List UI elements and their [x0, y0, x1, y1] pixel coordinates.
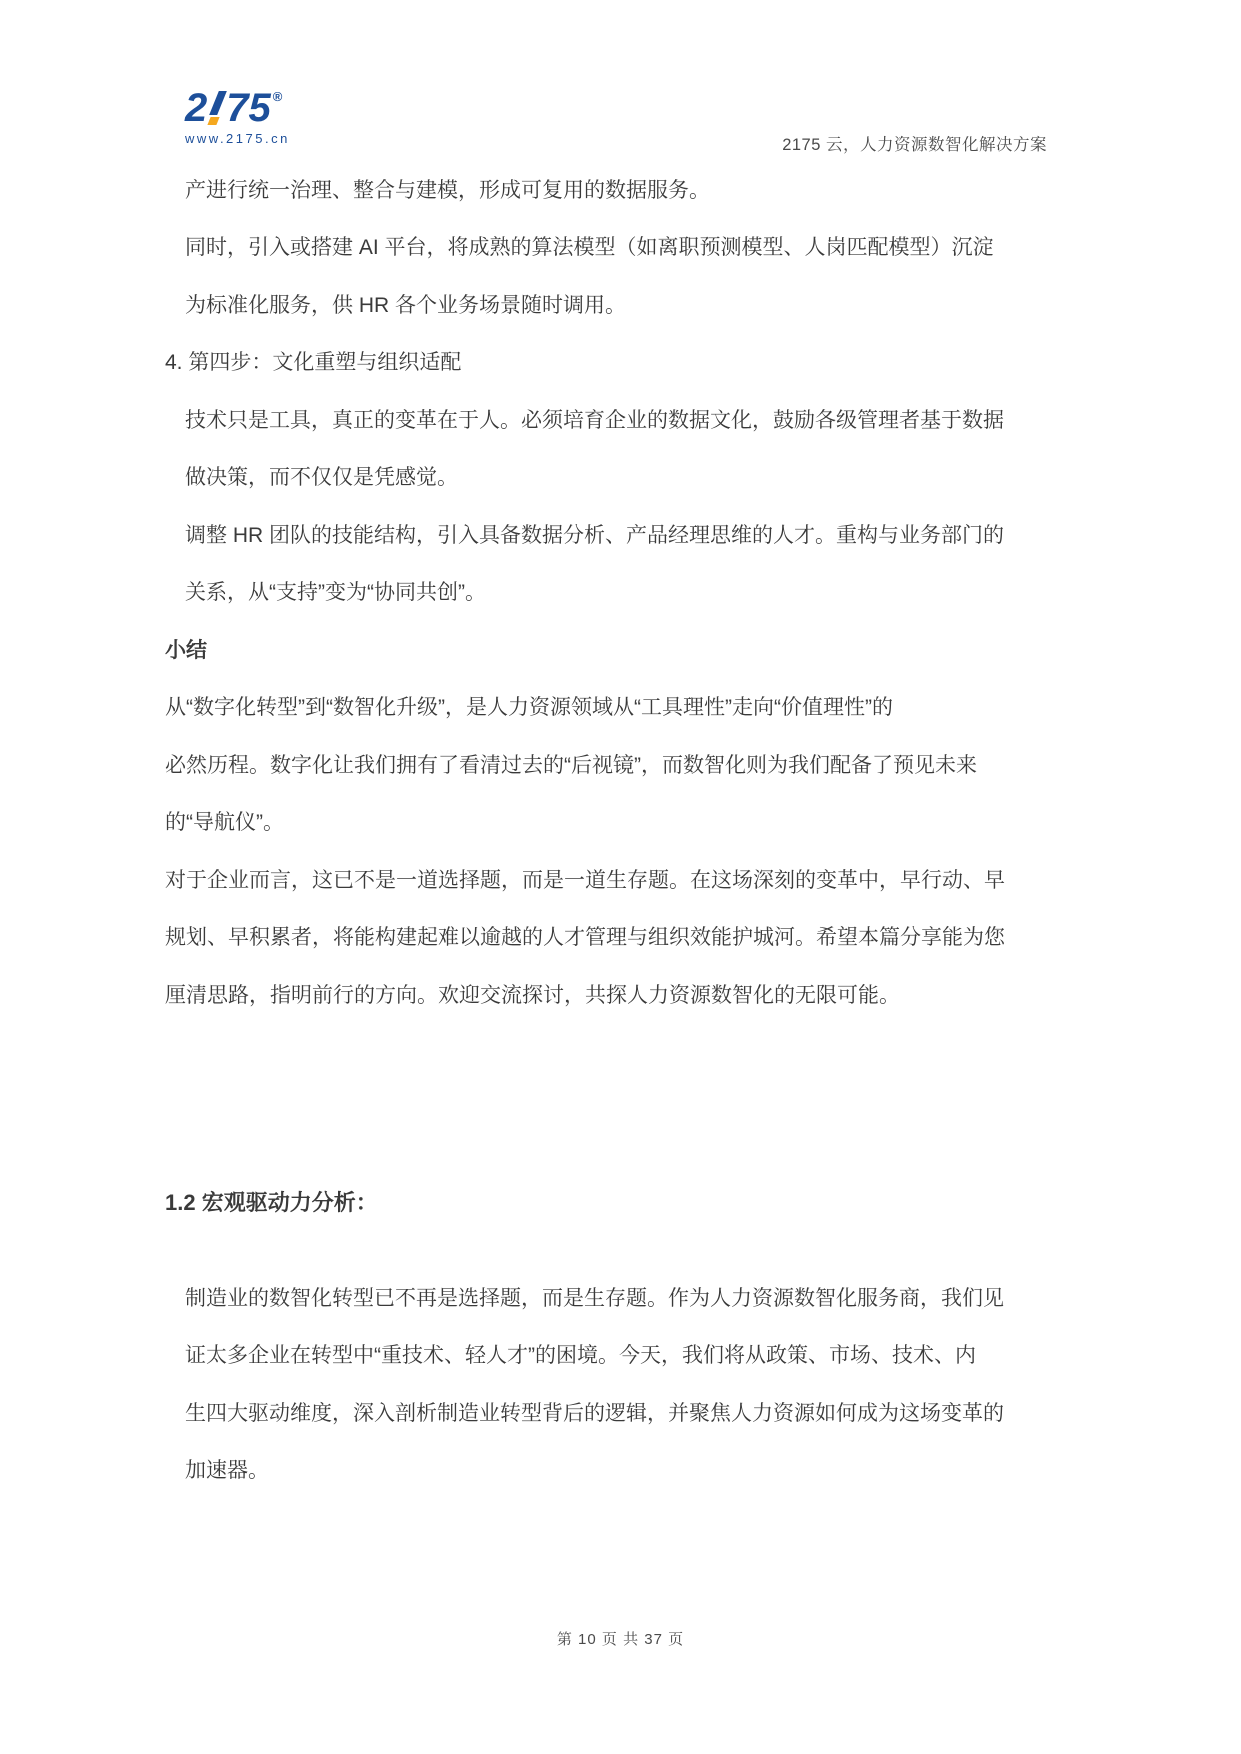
paragraph [165, 218, 1081, 333]
text-line: 加速器。 [185, 1459, 269, 1483]
paragraph [165, 505, 1081, 620]
paragraph [165, 850, 1081, 1023]
header-document-title: 2175 云，人力资源数智化解决方案 [782, 136, 1047, 154]
logo-slash-one-icon [208, 90, 225, 126]
logo-wordmark [185, 86, 335, 130]
text-line: 生四大驱动维度，深入剖析制造业转型背后的逻辑，并聚焦人力资源如何成为这场变革的 [185, 1401, 1004, 1425]
paragraph [165, 1268, 1081, 1498]
page-number-indicator: 第 10 页 共 37 页 [556, 1631, 685, 1648]
paragraph [165, 333, 1081, 391]
text-line: 从“数字化转型”到“数智化升级”，是人力资源领域从“工具理性”走向“价值理性”的 [165, 696, 893, 720]
text-line: 为标准化服务，供 HR 各个业务场景随时调用。 [185, 293, 626, 317]
page-header [0, 0, 1241, 162]
logo-digit-2: 2 [185, 86, 208, 130]
company-logo [185, 86, 335, 146]
paragraph [165, 678, 1081, 851]
text-line: 必然历程。数字化让我们拥有了看清过去的“后视镜”，而数智化则为我们配备了预见未来 [165, 753, 977, 777]
text-line: 证太多企业在转型中“重技术、轻人才”的困境。今天，我们将从政策、市场、技术、内 [185, 1344, 976, 1368]
text-line: 技术只是工具，真正的变革在于人。必须培育企业的数据文化，鼓励各级管理者基于数据 [185, 408, 1004, 432]
text-line: 产进行统一治理、整合与建模，形成可复用的数据服务。 [185, 178, 710, 202]
text-line: 关系，从“支持”变为“协同共创”。 [185, 581, 486, 605]
logo-website-url: www.2175.cn [185, 131, 290, 146]
text-line: 制造业的数智化转型已不再是选择题，而是生存题。作为人力资源数智化服务商，我们见 [185, 1286, 1004, 1310]
section-heading [165, 620, 1081, 678]
text-line: 4. 第四步：文化重塑与组织适配 [165, 351, 462, 375]
logo-orange-dot [208, 117, 220, 125]
text-line: 小结 [165, 638, 207, 662]
text-line: 1.2 宏观驱动力分析： [165, 1189, 378, 1215]
page-footer [0, 1628, 1241, 1649]
paragraph [165, 160, 1081, 218]
text-line: 对于企业而言，这已不是一道选择题，而是一道生存题。在这场深刻的变革中，早行动、早 [165, 868, 1005, 892]
section-heading [165, 1173, 1081, 1231]
text-line: 同时，引入或搭建 AI 平台，将成熟的算法模型（如离职预测模型、人岗匹配模型）沉淀 [185, 236, 994, 260]
text-line: 规划、早积累者，将能构建起难以逾越的人才管理与组织效能护城河。希望本篇分享能为您 [165, 926, 1005, 950]
text-line: 厘清思路，指明前行的方向。欢迎交流探讨，共探人力资源数智化的无限可能。 [165, 983, 900, 1007]
logo-digits-75: 75 [226, 86, 271, 130]
registered-trademark-icon: ® [272, 89, 283, 104]
paragraph [165, 390, 1081, 505]
text-line: 的“导航仪”。 [165, 811, 284, 835]
logo-slash-bar [209, 91, 227, 115]
text-line: 做决策，而不仅仅是凭感觉。 [185, 466, 458, 490]
text-line: 调整 HR 团队的技能结构，引入具备数据分析、产品经理思维的人才。重构与业务部门的 [185, 523, 1004, 547]
document-body [165, 160, 1081, 1498]
